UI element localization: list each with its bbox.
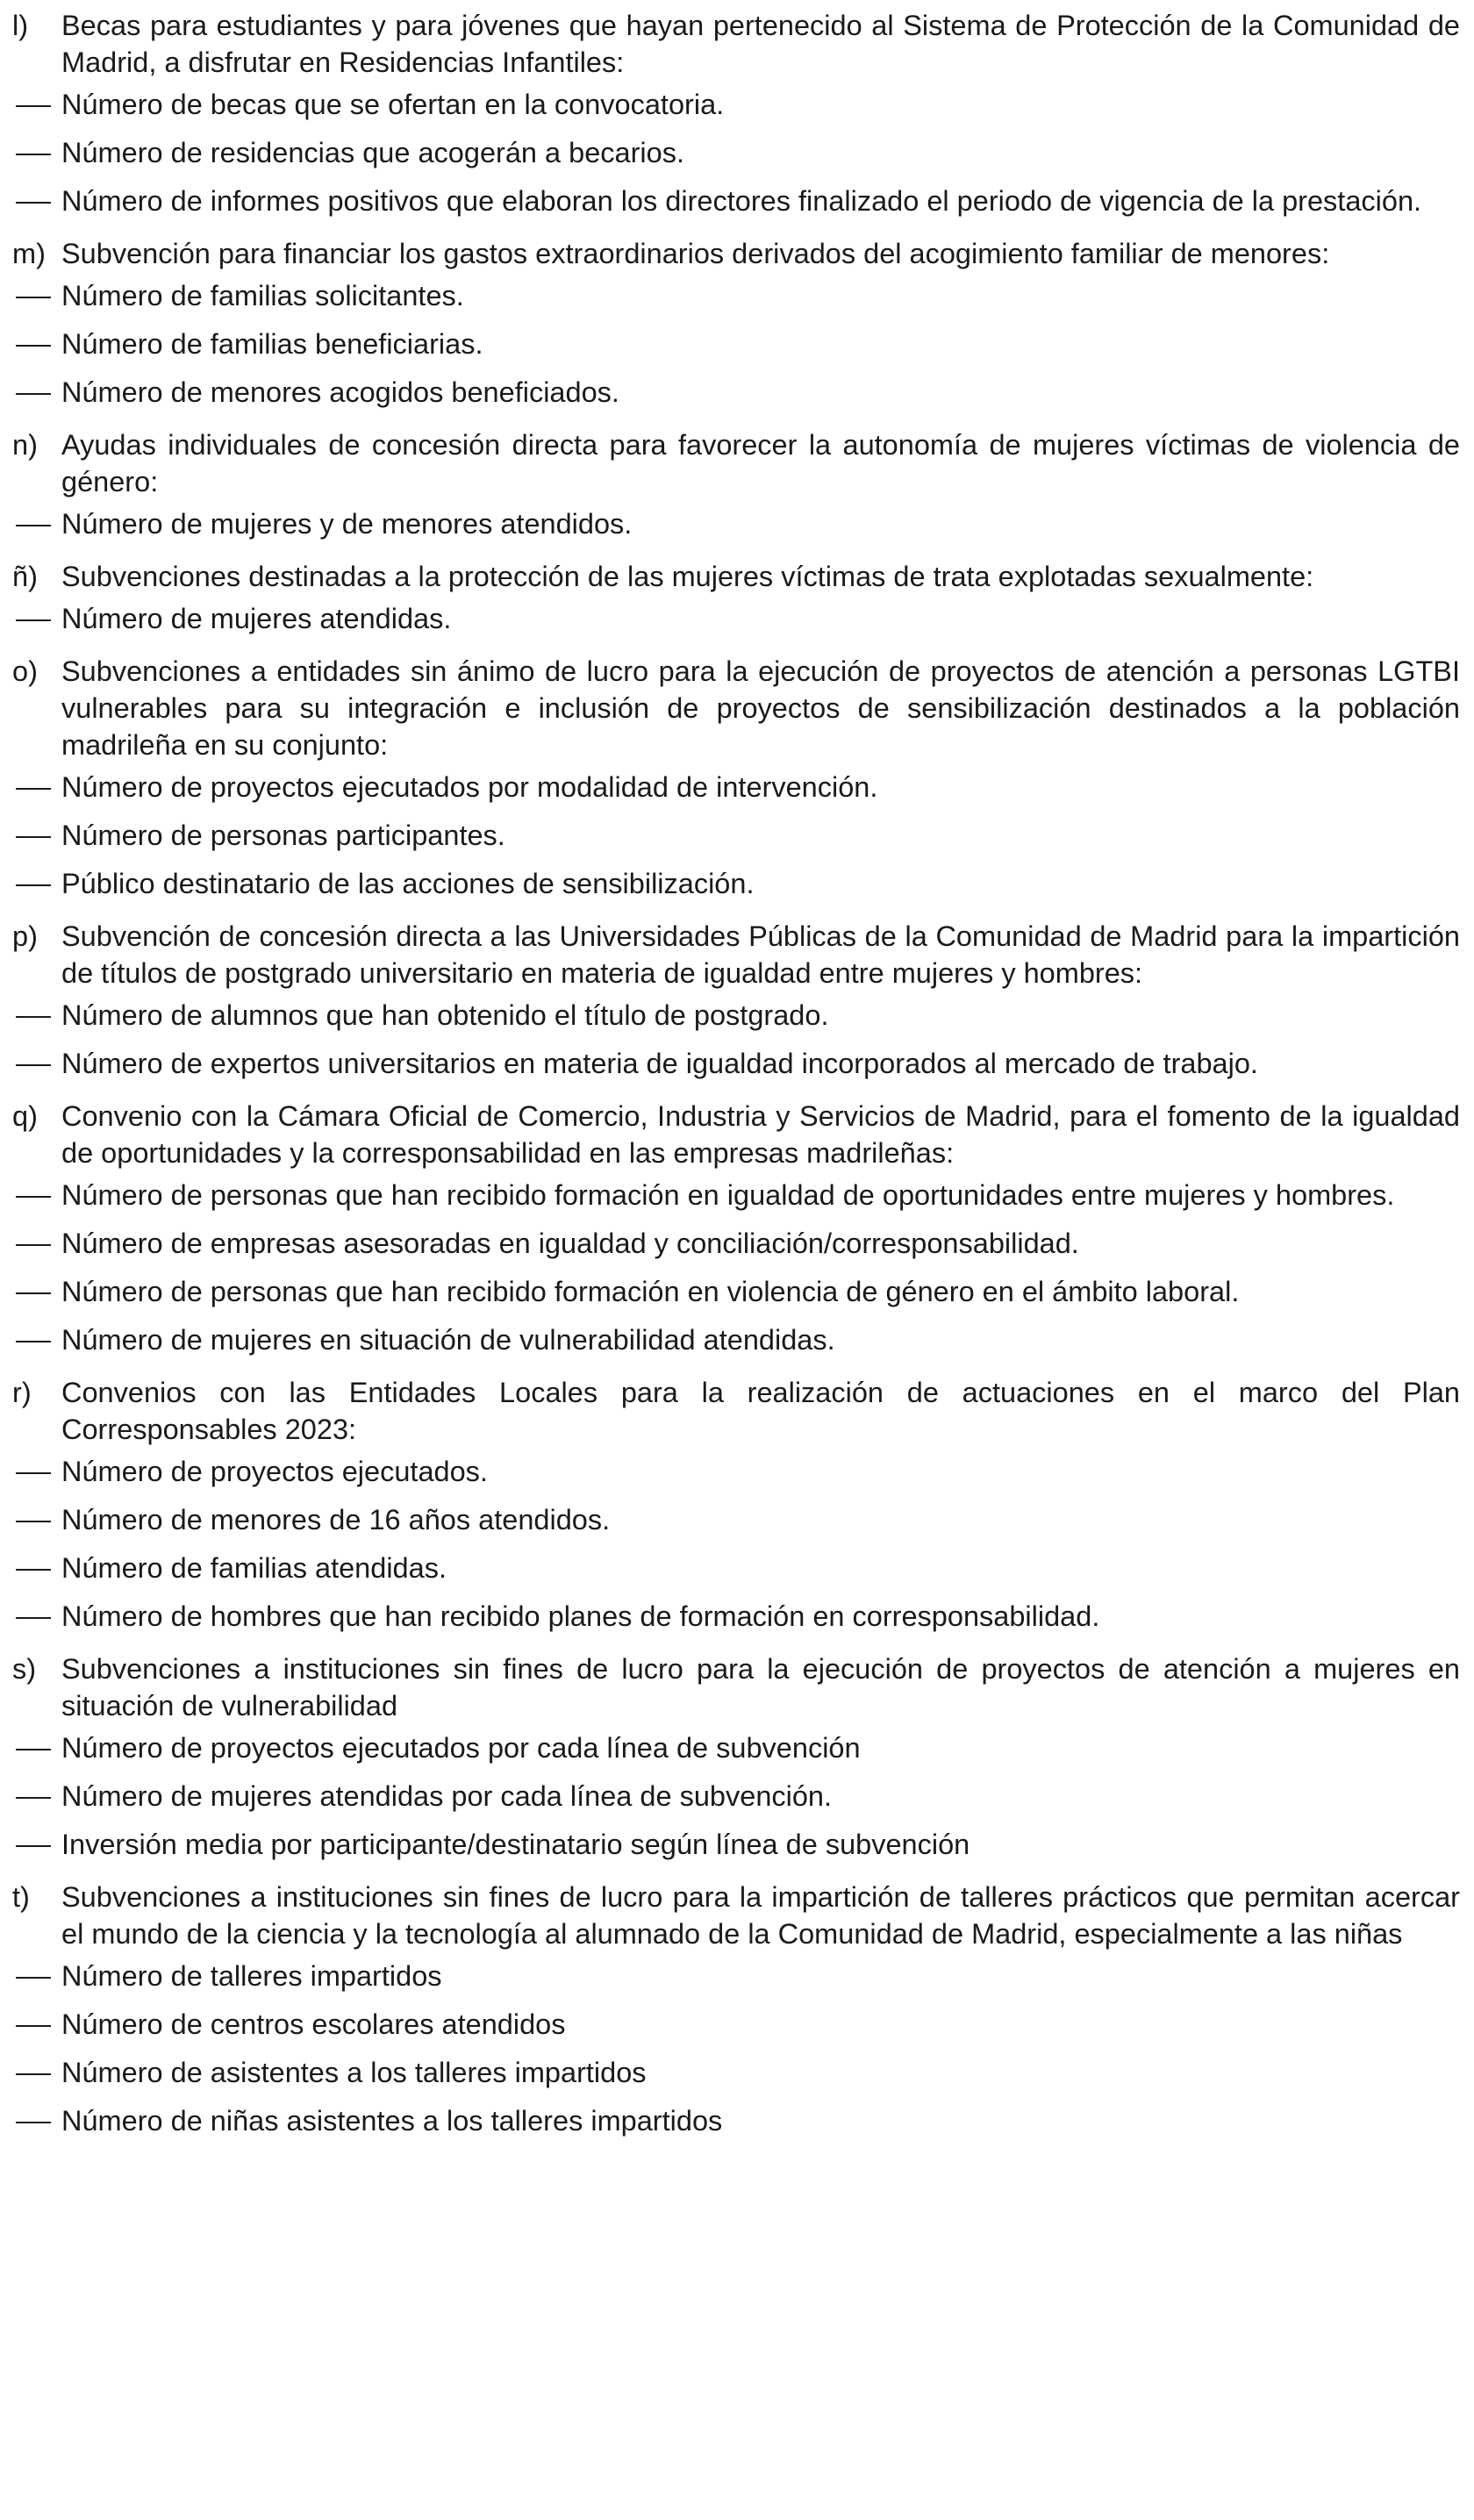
section-letter: s): [12, 1653, 37, 1685]
list-item-text: Número de niñas asistentes a los talleres impartidos: [61, 2105, 723, 2137]
list-item-text: Número de menores de 16 años atendidos.: [61, 1504, 611, 1536]
list-item-text: Número de empresas asesoradas en igualdad y conciliación/corresponsabilidad.: [61, 1228, 1079, 1259]
list-item: [12, 1273, 1460, 1310]
section-heading: [12, 1098, 1460, 1171]
list-item: [12, 1453, 1460, 1490]
list-section: [12, 653, 1460, 902]
list-item: [12, 865, 1460, 902]
em-dash-bullet: [12, 1321, 61, 1358]
em-dash-bullet: [12, 2102, 61, 2139]
em-dash-bullet: [12, 769, 61, 805]
list-item: [12, 2102, 1460, 2139]
em-dash-bullet: [12, 277, 61, 314]
list-item-text: Número de familias beneficiarias.: [61, 328, 483, 360]
section-heading: [12, 653, 1460, 763]
list-item-text: Inversión media por participante/destinatario según línea de subvención: [61, 1829, 970, 1860]
list-item-text: Número de alumnos que han obtenido el título de postgrado.: [61, 999, 829, 1031]
section-heading: [12, 558, 1460, 595]
list-item-text: Número de personas que han recibido formación en igualdad de oportunidades entre mujeres y hombres.: [61, 1179, 1395, 1211]
em-dash-bullet: [12, 326, 61, 362]
section-heading: [12, 235, 1460, 272]
section-title: Subvenciones destinadas a la protección de las mujeres víctimas de trata explotadas sexualmente:: [61, 561, 1314, 592]
em-dash-bullet: [12, 817, 61, 854]
list-item-text: Número de proyectos ejecutados por modalidad de intervención.: [61, 771, 878, 803]
list-item: [12, 1826, 1460, 1863]
em-dash-bullet: [12, 1550, 61, 1586]
em-dash-bullet: [12, 1177, 61, 1213]
em-dash-bullet: [12, 1826, 61, 1863]
em-dash-bullet: [12, 1598, 61, 1635]
em-dash-bullet: [12, 1958, 61, 1994]
section-heading: [12, 1374, 1460, 1448]
list-item: [12, 374, 1460, 411]
list-item-text: Número de personas participantes.: [61, 820, 505, 851]
list-section: [12, 918, 1460, 1082]
em-dash-bullet: [12, 505, 61, 542]
list-item: [12, 1177, 1460, 1213]
list-item: [12, 1321, 1460, 1358]
list-item: [12, 1729, 1460, 1766]
list-item: [12, 997, 1460, 1034]
section-list: [12, 7, 1460, 2139]
em-dash-bullet: [12, 1501, 61, 1538]
list-section: [12, 7, 1460, 219]
indicator-list: [12, 600, 1460, 637]
section-title: Subvenciones a instituciones sin fines de lucro para la impartición de talleres prácticos que permitan acercar el mundo de la ciencia y la tecnología al alumnado de la Comunidad de Madrid, especialmente a las niñas: [61, 1881, 1460, 1950]
em-dash-bullet: [12, 134, 61, 171]
section-title: Convenios con las Entidades Locales para la realización de actuaciones en el marco del Plan Corresponsables 2023:: [61, 1377, 1460, 1445]
em-dash-bullet: [12, 1453, 61, 1490]
list-item: [12, 326, 1460, 362]
em-dash-bullet: [12, 1729, 61, 1766]
section-title: Becas para estudiantes y para jóvenes que hayan pertenecido al Sistema de Protección de la Comunidad de Madrid, a disfrutar en Residencias Infantiles:: [61, 10, 1460, 78]
list-item: [12, 183, 1460, 219]
list-item-text: Público destinatario de las acciones de sensibilización.: [61, 868, 755, 899]
list-item: [12, 1045, 1460, 1082]
list-section: [12, 558, 1460, 637]
list-item-text: Número de mujeres y de menores atendidos.: [61, 508, 633, 540]
indicator-list: [12, 769, 1460, 902]
list-section: [12, 1098, 1460, 1358]
list-item-text: Número de talleres impartidos: [61, 1960, 442, 1992]
section-title: Subvenciones a instituciones sin fines de lucro para la ejecución de proyectos de atención a mujeres en situación de vulnerabilidad: [61, 1653, 1460, 1722]
list-item-text: Número de mujeres atendidas por cada línea de subvención.: [61, 1780, 833, 1812]
list-section: [12, 1650, 1460, 1863]
list-item-text: Número de menores acogidos beneficiados.: [61, 376, 619, 408]
section-title: Ayudas individuales de concesión directa para favorecer la autonomía de mujeres víctimas de violencia de género:: [61, 429, 1460, 498]
indicator-list: [12, 1177, 1460, 1358]
list-item: [12, 2006, 1460, 2043]
indicator-list: [12, 86, 1460, 219]
list-item: [12, 1501, 1460, 1538]
section-title: Subvención de concesión directa a las Universidades Públicas de la Comunidad de Madrid para la impartición de títulos de postgrado universitario en materia de igualdad entre mujeres y hombres:: [61, 920, 1460, 989]
list-item-text: Número de expertos universitarios en materia de igualdad incorporados al mercado de trabajo.: [61, 1048, 1258, 1079]
list-item: [12, 769, 1460, 805]
indicator-list: [12, 997, 1460, 1082]
indicator-list: [12, 1958, 1460, 2139]
em-dash-bullet: [12, 600, 61, 637]
list-item-text: Número de asistentes a los talleres impartidos: [61, 2057, 647, 2088]
em-dash-bullet: [12, 1778, 61, 1815]
list-item: [12, 2054, 1460, 2091]
list-item: [12, 1598, 1460, 1635]
em-dash-bullet: [12, 997, 61, 1034]
list-section: [12, 1374, 1460, 1635]
list-item-text: Número de hombres que han recibido planes de formación en corresponsabilidad.: [61, 1600, 1100, 1632]
list-item: [12, 1550, 1460, 1586]
em-dash-bullet: [12, 1225, 61, 1262]
list-item-text: Número de centros escolares atendidos: [61, 2008, 566, 2040]
section-title: Convenio con la Cámara Oficial de Comercio, Industria y Servicios de Madrid, para el fomento de la igualdad de oportunidades y la corresponsabilidad en las empresas madrileñas:: [61, 1100, 1460, 1169]
list-item-text: Número de familias atendidas.: [61, 1552, 447, 1584]
document-page: [12, 7, 1460, 2155]
list-section: [12, 235, 1460, 411]
section-letter: ñ): [12, 561, 38, 592]
em-dash-bullet: [12, 1273, 61, 1310]
em-dash-bullet: [12, 865, 61, 902]
list-item: [12, 277, 1460, 314]
list-item: [12, 1958, 1460, 1994]
list-item: [12, 600, 1460, 637]
section-letter: m): [12, 238, 46, 269]
indicator-list: [12, 505, 1460, 542]
list-item-text: Número de personas que han recibido formación en violencia de género en el ámbito laboral.: [61, 1276, 1240, 1307]
list-item-text: Número de mujeres atendidas.: [61, 603, 452, 634]
section-heading: [12, 426, 1460, 500]
section-title: Subvención para financiar los gastos extraordinarios derivados del acogimiento familiar de menores:: [61, 238, 1330, 269]
list-item: [12, 1225, 1460, 1262]
em-dash-bullet: [12, 183, 61, 219]
list-item: [12, 505, 1460, 542]
em-dash-bullet: [12, 2054, 61, 2091]
section-title: Subvenciones a entidades sin ánimo de lucro para la ejecución de proyectos de atención a personas LGTBI vulnerables para su integración e inclusión de proyectos de sensibilización destinados a la población madrileña en su conjunto:: [61, 655, 1460, 761]
section-letter: l): [12, 10, 29, 41]
list-item-text: Número de residencias que acogerán a becarios.: [61, 137, 685, 168]
section-heading: [12, 1879, 1460, 1952]
list-item-text: Número de informes positivos que elaboran los directores finalizado el periodo de vigencia de la prestación.: [61, 185, 1422, 217]
list-item-text: Número de becas que se ofertan en la convocatoria.: [61, 89, 725, 120]
list-item-text: Número de mujeres en situación de vulnerabilidad atendidas.: [61, 1324, 835, 1356]
list-item: [12, 817, 1460, 854]
section-heading: [12, 7, 1460, 81]
section-letter: n): [12, 429, 38, 461]
em-dash-bullet: [12, 1045, 61, 1082]
list-section: [12, 1879, 1460, 2139]
section-letter: p): [12, 920, 38, 952]
list-item: [12, 86, 1460, 123]
list-item: [12, 134, 1460, 171]
section-letter: t): [12, 1881, 30, 1913]
section-letter: r): [12, 1377, 32, 1408]
em-dash-bullet: [12, 2006, 61, 2043]
list-item: [12, 1778, 1460, 1815]
section-heading: [12, 918, 1460, 992]
list-section: [12, 426, 1460, 542]
em-dash-bullet: [12, 374, 61, 411]
indicator-list: [12, 1453, 1460, 1635]
section-heading: [12, 1650, 1460, 1724]
list-item-text: Número de familias solicitantes.: [61, 280, 464, 311]
list-item-text: Número de proyectos ejecutados por cada línea de subvención: [61, 1732, 861, 1764]
section-letter: q): [12, 1100, 38, 1132]
section-letter: o): [12, 655, 38, 687]
list-item-text: Número de proyectos ejecutados.: [61, 1456, 488, 1487]
em-dash-bullet: [12, 86, 61, 123]
indicator-list: [12, 277, 1460, 411]
indicator-list: [12, 1729, 1460, 1863]
